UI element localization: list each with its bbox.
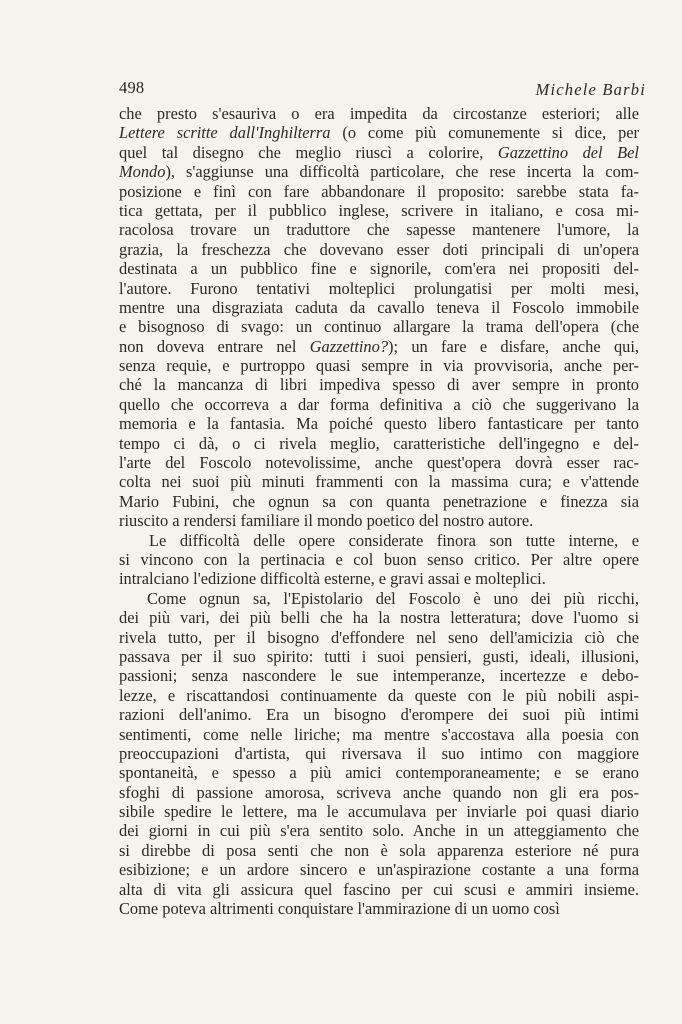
text-line: l'autore. Furono tentativi molteplici prolungatisi per molti mesi, [119, 278, 639, 298]
paragraph [119, 104, 639, 531]
text-line: dei più vari, dei più belli che ha la nostra letteratura; dove l'uomo si [119, 608, 639, 628]
text-line: l'arte del Foscolo notevolissime, anche quest'opera dovrà esser rac- [119, 453, 639, 473]
text-line: mentre una disgraziata caduta da cavallo teneva il Foscolo immobile [119, 297, 639, 317]
text-line: quel tal disegno che meglio riuscì a colorire, Gazzettino del Bel [119, 142, 639, 162]
text-line: Come ognun sa, l'Epistolario del Foscolo è uno dei più ricchi, [147, 588, 639, 608]
text-line: Mondo), s'aggiunse una difficoltà particolare, che rese incerta la com- [119, 162, 639, 182]
paragraph [119, 531, 639, 589]
italic-title: Gazzettino del Bel [497, 142, 639, 162]
running-head: Michele Barbi [535, 80, 646, 99]
text-line: preoccupazioni d'artista, qui riversava il suo intimo con maggiore [119, 743, 639, 763]
body-text [119, 104, 639, 918]
text-line: spontaneità, e spesso a più amici contemporaneamente; e se erano [119, 763, 639, 783]
italic-title: Mondo [119, 162, 166, 182]
text-line: alta di vita gli assicura quel fascino per cui scusi e ammiri insieme. [119, 879, 639, 899]
text-line: non doveva entrare nel Gazzettino?); un fare e disfare, anche qui, [119, 336, 639, 356]
text-line: Lettere scritte dall'Inghilterra (o come più comunemente si dice, per [119, 123, 639, 143]
page-number: 498 [119, 78, 145, 97]
text-line: si vincono con la pertinacia e col buon senso critico. Per altre opere [119, 549, 639, 569]
text-line: esibizione; e un ardore sincero e un'aspirazione costante a una forma [119, 860, 639, 880]
text-line: Le difficoltà delle opere considerate finora son tutte interne, e [149, 530, 639, 550]
paragraph [119, 589, 639, 919]
text-line: colta nei suoi più minuti frammenti con la massima cura; e v'attende [119, 472, 639, 492]
text-line: tempo ci dà, o ci rivela meglio, caratteristiche dell'ingegno e del- [119, 433, 639, 453]
text-line: Come poteva altrimenti conquistare l'ammirazione di un uomo così [119, 899, 560, 919]
text-line: senza requie, e purtroppo quasi sempre in via provvisoria, anche per- [119, 356, 639, 376]
text-line: posizione e finì con fare abbandonare il proposito: sarebbe stata fa- [119, 181, 639, 201]
text-line: grazia, la freschezza che dovevano esser doti principali di un'opera [119, 239, 639, 259]
text-line: destinata a un pubblico fine e signorile, com'era nei propositi del- [119, 259, 639, 279]
text-line: razioni dell'animo. Era un bisogno d'erompere dei suoi più intimi [119, 705, 639, 725]
text-line: che presto s'esauriva o era impedita da circostanze esteriori; alle [119, 104, 639, 123]
text-line: e bisognoso di svago: un continuo allargare la trama dell'opera (che [119, 317, 639, 337]
text-line: ché la mancanza di libri impediva spesso di aver sempre in pronto [119, 375, 639, 395]
italic-title: Lettere scritte dall'Inghilterra [119, 123, 331, 143]
italic-title: Gazzettino? [309, 336, 389, 356]
text-line: quello che occorreva a dar forma definitiva a ciò che suggerivano la [119, 394, 639, 414]
text-line: lezze, e riscattandosi continuamente da queste con le più nobili aspi- [119, 685, 639, 705]
text-line: dei giorni in cui più s'era sentito solo. Anche in un atteggiamento che [119, 821, 639, 841]
text-line: racolosa trovare un traduttore che sapesse mantenere l'umore, la [119, 220, 639, 240]
text-line: si direbbe di posa senti che non è sola apparenza esteriore né pura [119, 840, 639, 860]
text-line: sibile spedire le lettere, ma le accumulava per inviarle poi quasi diario [119, 802, 639, 822]
text-line: sentimenti, come nelle liriche; ma mentre s'accostava alla poesia con [119, 724, 639, 744]
text-line: passioni; senza nascondere le sue intemperanze, incertezze e debo- [119, 666, 639, 686]
text-line: intralciano l'edizione difficoltà esterne, e gravi assai e molteplici. [119, 569, 546, 589]
text-line: Mario Fubini, che ognun sa con quanta penetrazione e finezza sia [119, 491, 639, 511]
text-line: passava per il suo spirito: tutti i suoi pensieri, gusti, ideali, illusioni, [119, 646, 639, 666]
text-line: riuscito a rendersi familiare il mondo poetico del nostro autore. [119, 511, 534, 531]
text-line: rivela tutto, per il bisogno d'effondere nel seno dell'amicizia ciò che [119, 627, 639, 647]
text-line: sfoghi di passione amorosa, scriveva anche quando non gli era pos- [119, 782, 639, 802]
text-line: memoria e la fantasia. Ma poiché questo libero fantasticare per tanto [119, 414, 639, 434]
text-line: tica gettata, per il pubblico inglese, scrivere in italiano, e cosa mi- [119, 200, 639, 220]
